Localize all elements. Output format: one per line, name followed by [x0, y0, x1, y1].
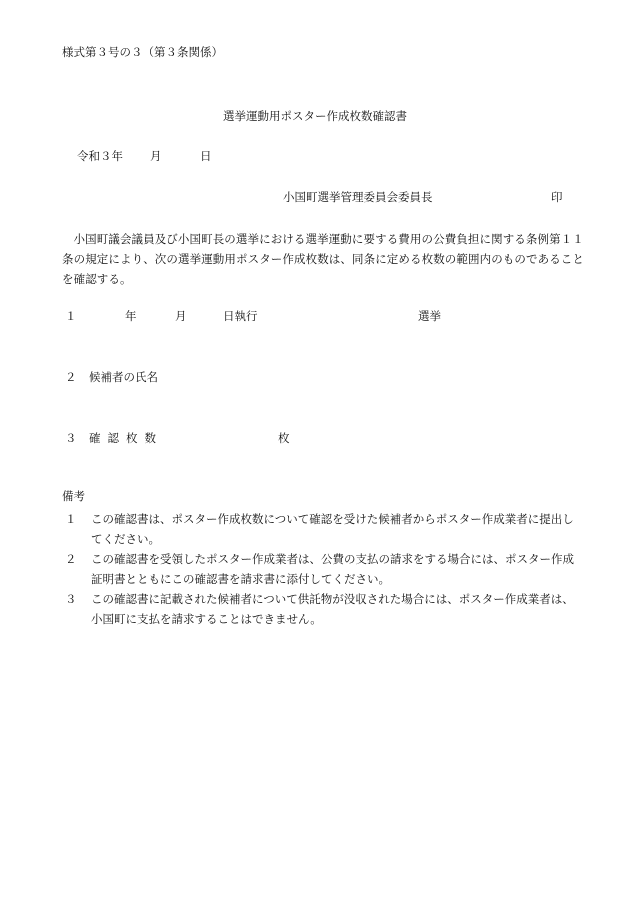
note-text: この確認書に記載された候補者について供託物が没収された場合には、ポスター作成業者は、小国町に支払を請求することはできません。 — [91, 592, 574, 626]
item2-number: ２ — [65, 370, 77, 384]
date-day: 日 — [200, 149, 212, 163]
note-number: ２ — [65, 552, 77, 566]
date-month: 月 — [150, 149, 162, 163]
issuer-name: 小国町選挙管理委員会委員長 — [283, 190, 433, 204]
notes-heading: 備考 — [62, 489, 85, 503]
document-title: 選挙運動用ポスター作成枚数確認書 — [223, 109, 407, 123]
confirmed-count-unit: 枚 — [278, 431, 290, 445]
item1-year: 年 — [125, 309, 137, 323]
notes-list — [62, 509, 584, 629]
note-text: この確認書を受領したポスター作成業者は、公費の支払の請求をする場合には、ポスター作成証明書とともにこの確認書を請求書に添付してください。 — [91, 552, 574, 586]
item1-election: 選挙 — [418, 309, 441, 323]
note-number: １ — [65, 512, 77, 526]
confirmed-count-label: 確認枚数 — [89, 431, 163, 445]
body-paragraph: 小国町議会議員及び小国町長の選挙における選挙運動に要する費用の公費負担に関する条例第１１条の規定により、次の選挙運動用ポスター作成枚数は、同条に定める枚数の範囲内のものであることを確認する。 — [62, 232, 584, 286]
date-era-year: 令和３年 — [77, 149, 123, 163]
form-number: 様式第３号の３（第３条関係） — [62, 45, 223, 59]
note-number: ３ — [65, 592, 77, 606]
item1-day-executed: 日執行 — [223, 309, 258, 323]
note-item — [62, 589, 584, 629]
item3-number: ３ — [65, 431, 77, 445]
note-item — [62, 509, 584, 549]
note-item — [62, 549, 584, 589]
item1-number: １ — [65, 309, 77, 323]
item1-month: 月 — [175, 309, 187, 323]
candidate-name-label: 候補者の氏名 — [89, 370, 158, 384]
seal-mark: 印 — [551, 190, 563, 204]
note-text: この確認書は、ポスター作成枚数について確認を受けた候補者からポスター作成業者に提出してください。 — [91, 512, 574, 546]
